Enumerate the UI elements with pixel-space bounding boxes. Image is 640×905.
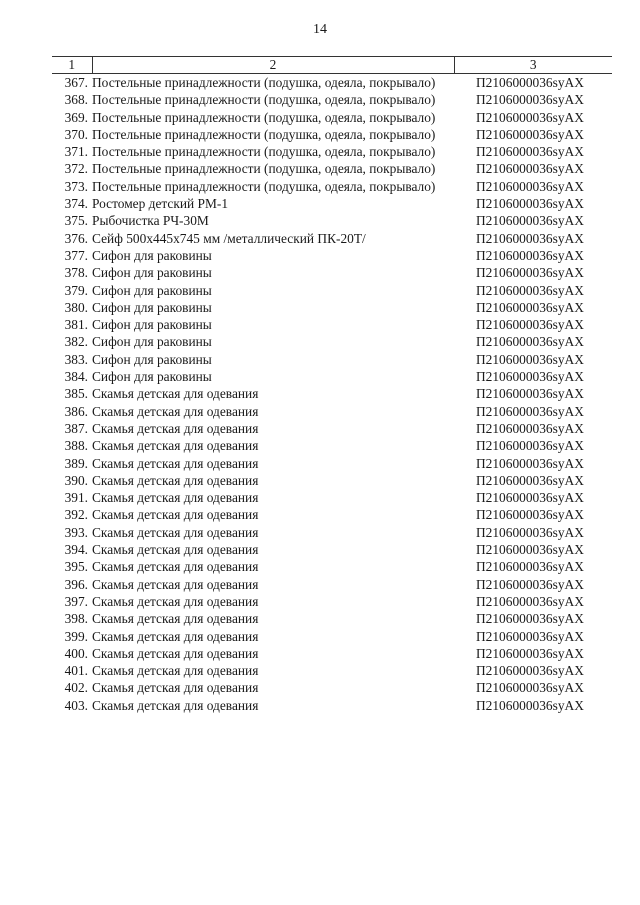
row-inventory-code: П2106000036syAX	[476, 542, 584, 558]
row-number: 369.	[64, 109, 88, 125]
row-item-name: Постельные принадлежности (подушка, одеяла, покрывало)	[92, 161, 436, 177]
row-inventory-code: П2106000036syAX	[476, 334, 584, 350]
row-item-name: Скамья детская для одевания	[92, 507, 259, 523]
table-row	[52, 91, 612, 108]
row-item-name: Сифон для раковины	[92, 369, 212, 385]
table-header	[52, 57, 612, 74]
row-item-name: Постельные принадлежности (подушка, одеяла, покрывало)	[92, 126, 436, 142]
row-number: 400.	[64, 645, 88, 661]
row-item-name: Скамья детская для одевания	[92, 576, 259, 592]
table-row	[52, 576, 612, 593]
row-item-name: Сифон для раковины	[92, 299, 212, 315]
row-item-name: Сифон для раковины	[92, 247, 212, 263]
row-item-name: Скамья детская для одевания	[92, 593, 259, 609]
row-number: 379.	[64, 282, 88, 298]
row-inventory-code: П2106000036syAX	[476, 559, 584, 575]
row-item-name: Сифон для раковины	[92, 317, 212, 333]
table-row	[52, 679, 612, 696]
table-row	[52, 212, 612, 229]
row-number: 394.	[64, 542, 88, 558]
inventory-table	[52, 56, 612, 714]
table-row	[52, 160, 612, 177]
table-row	[52, 195, 612, 212]
row-item-name: Скамья детская для одевания	[92, 697, 259, 713]
table-row	[52, 455, 612, 472]
row-item-name: Скамья детская для одевания	[92, 628, 259, 644]
header-col-1: 1	[52, 57, 92, 74]
table-row	[52, 126, 612, 143]
row-inventory-code: П2106000036syAX	[476, 317, 584, 333]
row-item-name: Постельные принадлежности (подушка, одеяла, покрывало)	[92, 178, 436, 194]
row-number: 376.	[64, 230, 88, 246]
row-number: 392.	[64, 507, 88, 523]
row-inventory-code: П2106000036syAX	[476, 576, 584, 592]
row-inventory-code: П2106000036syAX	[476, 697, 584, 713]
table-row	[52, 489, 612, 506]
table-row	[52, 558, 612, 575]
row-inventory-code: П2106000036syAX	[476, 75, 584, 90]
table-row	[52, 282, 612, 299]
row-number: 370.	[64, 126, 88, 142]
row-inventory-code: П2106000036syAX	[476, 611, 584, 627]
row-inventory-code: П2106000036syAX	[476, 507, 584, 523]
row-inventory-code: П2106000036syAX	[476, 265, 584, 281]
row-inventory-code: П2106000036syAX	[476, 593, 584, 609]
row-inventory-code: П2106000036syAX	[476, 144, 584, 160]
row-number: 371.	[64, 144, 88, 160]
table-row	[52, 593, 612, 610]
row-item-name: Скамья детская для одевания	[92, 420, 259, 436]
header-row	[52, 57, 612, 74]
row-number: 403.	[64, 697, 88, 713]
row-item-name: Постельные принадлежности (подушка, одеяла, покрывало)	[92, 92, 436, 108]
row-number: 395.	[64, 559, 88, 575]
row-inventory-code: П2106000036syAX	[476, 109, 584, 125]
row-inventory-code: П2106000036syAX	[476, 645, 584, 661]
row-number: 367.	[64, 75, 88, 90]
table-row	[52, 610, 612, 627]
row-number: 388.	[64, 438, 88, 454]
row-item-name: Скамья детская для одевания	[92, 559, 259, 575]
table-row	[52, 316, 612, 333]
row-number: 385.	[64, 386, 88, 402]
row-item-name: Скамья детская для одевания	[92, 611, 259, 627]
row-item-name: Скамья детская для одевания	[92, 403, 259, 419]
table-row	[52, 420, 612, 437]
table-row	[52, 299, 612, 316]
row-inventory-code: П2106000036syAX	[476, 161, 584, 177]
row-number: 373.	[64, 178, 88, 194]
row-inventory-code: П2106000036syAX	[476, 299, 584, 315]
row-item-name: Скамья детская для одевания	[92, 645, 259, 661]
header-col-3: 3	[454, 57, 612, 74]
row-inventory-code: П2106000036syAX	[476, 628, 584, 644]
row-inventory-code: П2106000036syAX	[476, 213, 584, 229]
row-item-name: Скамья детская для одевания	[92, 524, 259, 540]
row-item-name: Сифон для раковины	[92, 282, 212, 298]
row-item-name: Скамья детская для одевания	[92, 386, 259, 402]
row-item-name: Ростомер детский РМ-1	[92, 196, 229, 212]
table-row	[52, 351, 612, 368]
row-item-name: Скамья детская для одевания	[92, 490, 259, 506]
table-row	[52, 264, 612, 281]
row-inventory-code: П2106000036syAX	[476, 524, 584, 540]
table-row	[52, 541, 612, 558]
table-row	[52, 333, 612, 350]
row-inventory-code: П2106000036syAX	[476, 247, 584, 263]
row-item-name: Постельные принадлежности (подушка, одеяла, покрывало)	[92, 75, 436, 90]
table-row	[52, 178, 612, 195]
table-row	[52, 645, 612, 662]
table-row	[52, 697, 612, 714]
row-item-name: Сейф 500x445x745 мм /металлический ПК-20Т/	[92, 230, 366, 246]
row-number: 397.	[64, 593, 88, 609]
row-number: 382.	[64, 334, 88, 350]
row-number: 402.	[64, 680, 88, 696]
row-item-name: Постельные принадлежности (подушка, одеяла, покрывало)	[92, 144, 436, 160]
row-inventory-code: П2106000036syAX	[476, 351, 584, 367]
row-number: 380.	[64, 299, 88, 315]
row-inventory-code: П2106000036syAX	[476, 663, 584, 679]
header-col-2: 2	[92, 57, 454, 74]
row-number: 368.	[64, 92, 88, 108]
row-inventory-code: П2106000036syAX	[476, 455, 584, 471]
row-number: 399.	[64, 628, 88, 644]
table-row	[52, 437, 612, 454]
row-inventory-code: П2106000036syAX	[476, 369, 584, 385]
row-inventory-code: П2106000036syAX	[476, 230, 584, 246]
row-inventory-code: П2106000036syAX	[476, 92, 584, 108]
row-item-name: Постельные принадлежности (подушка, одеяла, покрывало)	[92, 109, 436, 125]
row-inventory-code: П2106000036syAX	[476, 196, 584, 212]
table-row	[52, 230, 612, 247]
row-inventory-code: П2106000036syAX	[476, 438, 584, 454]
row-inventory-code: П2106000036syAX	[476, 490, 584, 506]
table-row	[52, 247, 612, 264]
row-inventory-code: П2106000036syAX	[476, 178, 584, 194]
page-number: 14	[313, 22, 327, 37]
row-number: 383.	[64, 351, 88, 367]
row-number: 377.	[64, 247, 88, 263]
row-number: 374.	[64, 196, 88, 212]
table-row	[52, 74, 612, 92]
row-item-name: Скамья детская для одевания	[92, 472, 259, 488]
table-row	[52, 385, 612, 402]
row-item-name: Сифон для раковины	[92, 351, 212, 367]
row-item-name: Скамья детская для одевания	[92, 542, 259, 558]
row-number: 393.	[64, 524, 88, 540]
row-number: 390.	[64, 472, 88, 488]
table-row	[52, 143, 612, 160]
row-item-name: Рыбочистка РЧ-30М	[92, 213, 209, 229]
row-inventory-code: П2106000036syAX	[476, 420, 584, 436]
table-row	[52, 524, 612, 541]
row-number: 387.	[64, 420, 88, 436]
row-item-name: Сифон для раковины	[92, 265, 212, 281]
table-row	[52, 109, 612, 126]
table-row	[52, 662, 612, 679]
row-item-name: Скамья детская для одевания	[92, 663, 259, 679]
row-inventory-code: П2106000036syAX	[476, 126, 584, 142]
row-number: 384.	[64, 369, 88, 385]
row-number: 386.	[64, 403, 88, 419]
row-item-name: Скамья детская для одевания	[92, 455, 259, 471]
row-inventory-code: П2106000036syAX	[476, 403, 584, 419]
row-inventory-code: П2106000036syAX	[476, 282, 584, 298]
row-number: 398.	[64, 611, 88, 627]
table-body	[52, 74, 612, 714]
row-item-name: Скамья детская для одевания	[92, 680, 259, 696]
row-number: 381.	[64, 317, 88, 333]
row-item-name: Скамья детская для одевания	[92, 438, 259, 454]
row-number: 389.	[64, 455, 88, 471]
row-item-name: Сифон для раковины	[92, 334, 212, 350]
row-number: 372.	[64, 161, 88, 177]
row-number: 375.	[64, 213, 88, 229]
row-inventory-code: П2106000036syAX	[476, 386, 584, 402]
row-number: 391.	[64, 490, 88, 506]
table-row	[52, 368, 612, 385]
row-number: 401.	[64, 663, 88, 679]
table-row	[52, 472, 612, 489]
table-row	[52, 506, 612, 523]
row-number: 378.	[64, 265, 88, 281]
row-inventory-code: П2106000036syAX	[476, 472, 584, 488]
table-row	[52, 628, 612, 645]
row-inventory-code: П2106000036syAX	[476, 680, 584, 696]
table-row	[52, 403, 612, 420]
row-number: 396.	[64, 576, 88, 592]
